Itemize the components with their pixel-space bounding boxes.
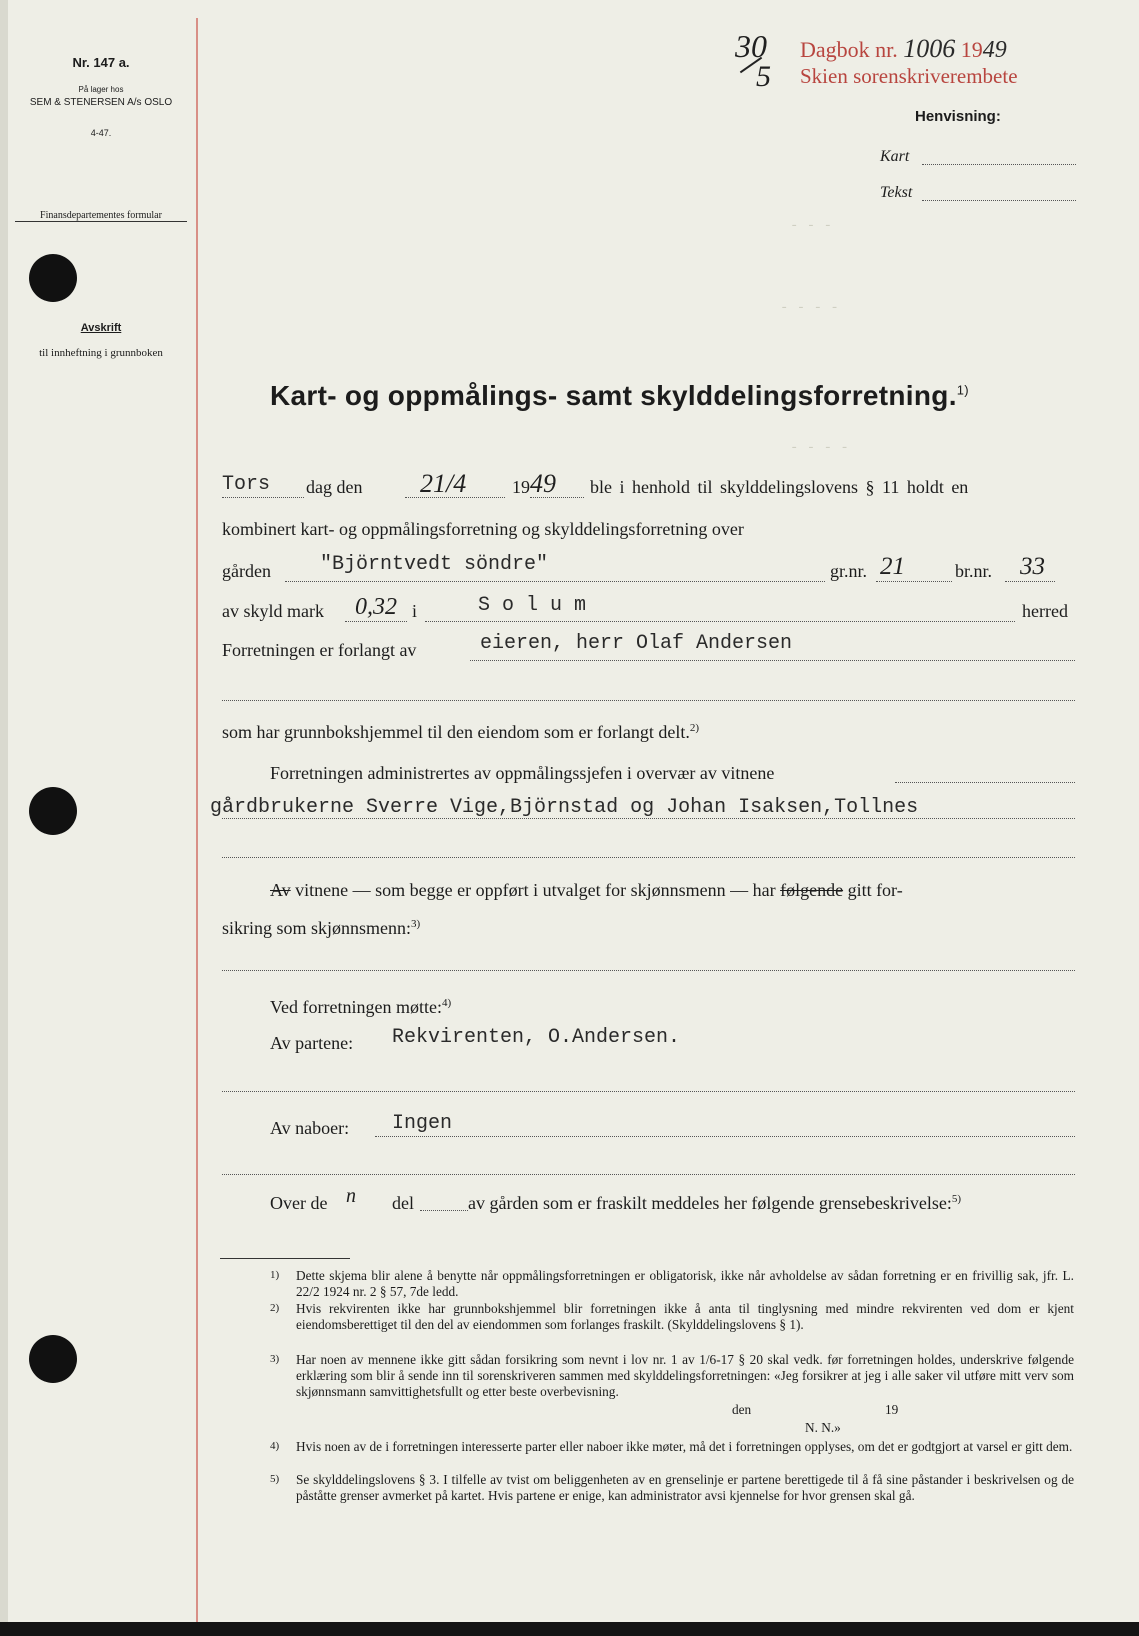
footnote-5-number: 5) [270,1473,280,1485]
brnr-line [1005,581,1055,582]
brnr-value: 33 [1020,553,1045,580]
text-line [922,200,1076,201]
map-label: Kart [880,148,910,165]
requester-line-2 [222,700,1075,701]
over-hand-n: n [346,1185,356,1207]
grnr-value: 21 [880,553,905,580]
farm-value: "Björntvedt söndre" [320,553,549,576]
grnr-line [876,581,952,582]
journal-stamp [800,34,1007,64]
witnesses-line [222,818,1075,819]
requester-value: eieren, herr Olaf Andersen [480,632,793,655]
neighbours-line [375,1136,1075,1137]
footnote-3-den: den [732,1402,752,1417]
hand-date-top: 30 [735,28,767,64]
footnote-4-number: 4) [270,1440,280,1452]
tax-value: 0,32 [355,594,397,620]
line1-text: ble i henhold til skylddelingslovens § 11 holdt en [590,477,969,497]
scan-border [0,1622,1139,1636]
line2-text: kombinert kart- og oppmålingsforretning og skylddelingsforretning over [222,519,744,539]
line11-note: 4) [441,997,452,1009]
year-line [530,497,584,498]
line11-text: Ved forretningen møtte: [270,997,442,1017]
brnr-label: br.nr. [955,561,993,581]
over-label: Over de [270,1193,328,1213]
day-label: dag den [306,477,363,497]
journal-year-prefix: 19 [960,37,983,62]
witness-line [895,782,1075,783]
line6-note: 2) [689,722,700,734]
neighbours-label: Av naboer: [270,1118,350,1138]
publisher-line-1: På lager hos [78,85,124,94]
parties-label: Av partene: [270,1033,354,1053]
neighbours-line-2 [222,1174,1075,1175]
journal-label: Dagbok nr. [800,37,898,62]
farm-line [285,581,825,582]
line9 [270,880,903,901]
copy-label: Avskrift [80,322,122,334]
line10 [222,918,420,939]
line6 [222,722,699,743]
footnote-3-nn: N. N.» [805,1420,841,1435]
bleed-through-mark: - - - [790,218,833,234]
municipality-value: S o l u m [478,594,587,617]
neighbours-value: Ingen [392,1112,453,1135]
line10-note: 3) [411,918,421,930]
hand-date-bottom: 5 [756,60,771,93]
date-value: 21/4 [420,469,467,498]
municipality-label: herred [1022,601,1068,621]
tax-label: av skyld mark [222,601,324,621]
text-label: Tekst [880,184,913,201]
punch-hole-bottom [29,1335,77,1383]
bleed-through-mark: - - - - [780,300,839,316]
copy-purpose: til innheftning i grunnboken [39,347,163,359]
weekday-line [222,497,304,498]
municipality-line [425,621,1015,622]
map-line [922,164,1076,165]
footnote-2-number: 2) [270,1302,280,1314]
grnr-label: gr.nr. [830,561,868,581]
line9-text2: gitt for- [847,880,903,900]
page-edge [0,0,8,1636]
boundary-line [468,1193,961,1214]
footnote-3-year: 19 [885,1402,899,1417]
title-text: Kart- og oppmålings- samt skylddelingsforretning. [270,380,957,411]
footnote-3: Har noen av mennene ikke gitt sådan forsikring som nevnt i lov nr. 1 av 1/6-17 § 20 skal vedk. før forretningen holdes, underskrive følgende erklæring som blir å sende inn til sorenskriveren sammen med skylddelingsforretningen: «Jeg forsikrer at jeg i alle saker vil utføre mitt verv som skjønnsmann samvittighetsfullt og etter beste overbevisning. [296,1352,1074,1400]
year-value: 49 [530,469,556,498]
line9-struck-folgende: følgende [780,880,844,900]
form-number: Nr. 147 a. [72,55,130,70]
footnote-1: Dette skjema blir alene å benytte når oppmålingsforretningen er obligatorisk, ikke når avholdelse av sådan forretning er en frivillig sak, jfr. L. 22/2 1924 nr. 2 § 57, 7de ledd. [296,1268,1074,1300]
footnote-5: Se skylddelingslovens § 3. I tilfelle av tvist om beliggenheten av en grenselinje er partene berettigede til å få sine påstander i beskrivelsen og de påståtte grenser avmerket på kartet. Hvis partene er enige, kan administrator avsi kjennelse for hvor grensen skal gå. [296,1472,1074,1504]
del-line [420,1210,468,1211]
reference-label: Henvisning: [915,108,1001,125]
requester-line [470,660,1075,661]
margin-line [196,18,198,1636]
office-stamp: Skien sorenskriverembete [800,64,1018,88]
title-note: 1) [956,382,969,398]
line14-note: 5) [951,1193,961,1205]
date-line [405,497,505,498]
form-source: Finansdepartementes formular [15,210,187,222]
journal-number: 1006 [903,34,956,63]
tax-in: i [412,601,418,621]
line14-text: av gården som er fraskilt meddeles her følgende grensebeskrivelse: [468,1193,952,1213]
footnote-3-number: 3) [270,1353,280,1365]
tax-line [345,621,407,622]
oath-line [222,970,1075,971]
line9-text1: vitnene — som begge er oppført i utvalget for skjønnsmenn — har [295,880,776,900]
parties-line [222,1091,1075,1092]
witnesses-value: gårdbrukerne Sverre Vige,Björnstad og Johan Isaksen,Tollnes [210,796,919,819]
line10-text: sikring som skjønnsmenn: [222,918,412,938]
del-label: del [392,1193,414,1213]
witnesses-line-2 [222,857,1075,858]
print-date: 4-47. [90,128,112,138]
footnote-2: Hvis rekvirenten ikke har grunnbokshjemmel blir forretningen ikke å anta til tinglysning med mindre rekvirenten ved dom er kjent eiendomsberettiget til den del av eiendommen som forlanges fraskilt. (Skylddelingslovens § 1). [296,1301,1074,1333]
line9-struck-av: Av [270,880,291,900]
weekday-value: Tors [222,473,271,496]
bleed-through-mark: - - - - [790,440,849,456]
line7-text: Forretningen administrertes av oppmålingssjefen i overvær av vitnene [270,763,775,783]
line6-text: som har grunnbokshjemmel til den eiendom som er forlangt delt. [222,722,690,742]
parties-value: Rekvirenten, O.Andersen. [392,1026,681,1049]
line11 [270,997,451,1018]
punch-hole-middle [29,787,77,835]
requester-label: Forretningen er forlangt av [222,640,417,660]
document-title [270,380,969,412]
footnote-1-number: 1) [270,1269,280,1281]
footnote-rule [220,1258,350,1259]
publisher-line-2: SEM & STENERSEN A/s OSLO [29,97,173,108]
journal-year-suffix: 49 [982,37,1007,63]
footnote-4: Hvis noen av de i forretningen interesserte parter eller naboer ikke møter, må det i forretningen opplyses, om det er godtgjort at varsel er gitt dem. [296,1439,1073,1454]
farm-label: gården [222,561,271,581]
punch-hole-top [29,254,77,302]
year-prefix: 19 [512,477,530,497]
